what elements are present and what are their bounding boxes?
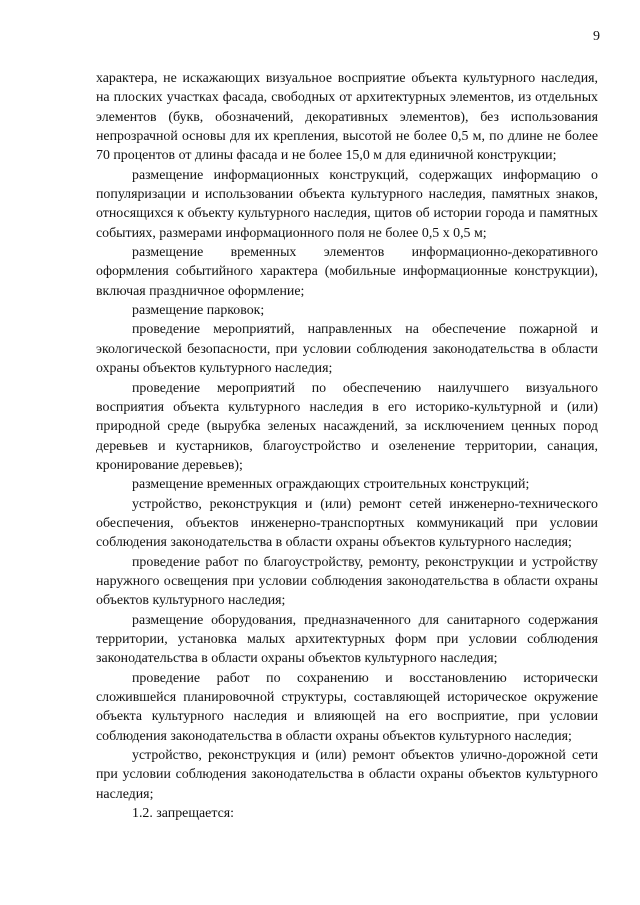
- paragraph-continuation: характера, не искажающих визуальное восприятие объекта культурного наследия, на плоских участках фасада, свободных от архитектурных элементов, из отдельных элементов (букв, обозначений, декоративных элементов), без использования непрозрачной основы для их крепления, высотой не более 0,5 м, по длине не более 70 процентов от длины фасада и не более 15,0 м для единичной конструкции;: [96, 71, 598, 164]
- paragraph-road-network: устройство, реконструкция и (или) ремонт объектов улично-дорожной сети при условии соблюдения законодательства в области охраны объектов культурного наследия;: [96, 748, 598, 802]
- paragraph-equipment: размещение оборудования, предназначенного для санитарного содержания территории, установка малых архитектурных форм при условии соблюдения законодательства в области охраны объектов культурного наследия;: [96, 612, 598, 667]
- paragraph-engineering-networks: устройство, реконструкция и (или) ремонт сетей инженерно-технического обеспечения, объектов инженерно-транспортных коммуникаций при условии соблюдения законодательства в области охраны объектов культурного наследия;: [96, 496, 598, 551]
- paragraph-temporary-decor: размещение временных элементов информационно-декоративного оформления событийного характера (мобильные информационные конструкции), включая праздничное оформление;: [96, 245, 598, 299]
- paragraph-temporary-fences: размещение временных ограждающих строительных конструкций;: [132, 477, 530, 493]
- paragraph-fire-safety: проведение мероприятий, направленных на обеспечение пожарной и экологической безопасности, при условии соблюдения законодательства в области охраны объектов культурного наследия;: [96, 322, 598, 377]
- paragraph-lighting: проведение работ по благоустройству, ремонту, реконструкции и устройству наружного освещения при условии соблюдения законодательства в области охраны объектов культурного наследия;: [96, 554, 598, 609]
- page-number: 9: [593, 29, 600, 44]
- document-body: [96, 69, 598, 823]
- section-heading-prohibited: 1.2. запрещается:: [132, 806, 235, 822]
- paragraph-info-constructions: размещение информационных конструкций, содержащих информацию о популяризации и использовании объекта культурного наследия, памятных знаков, относящихся к объекту культурного наследия, щитов об истории города и памятных событиях, размерами информационного поля не более 0,5 х 0,5 м;: [96, 167, 598, 241]
- paragraph-parking: размещение парковок;: [132, 303, 265, 319]
- paragraph-visual-perception: проведение мероприятий по обеспечению наилучшего визуального восприятия объекта культурного наследия в его историко-культурной и (или) природной среде (вырубка зеленых насаждений, за исключением ценных пород деревьев и кустарников, благоустройство и озеленение территории, санация, кронирование деревьев);: [96, 380, 598, 473]
- paragraph-planning-structure: проведение работ по сохранению и восстановлению исторически сложившейся планировочной структуры, составляющей историческое окружение объекта культурного наследия и влияющей на его восприятие, при условии соблюдения законодательства в области охраны объектов культурного наследия;: [96, 670, 598, 744]
